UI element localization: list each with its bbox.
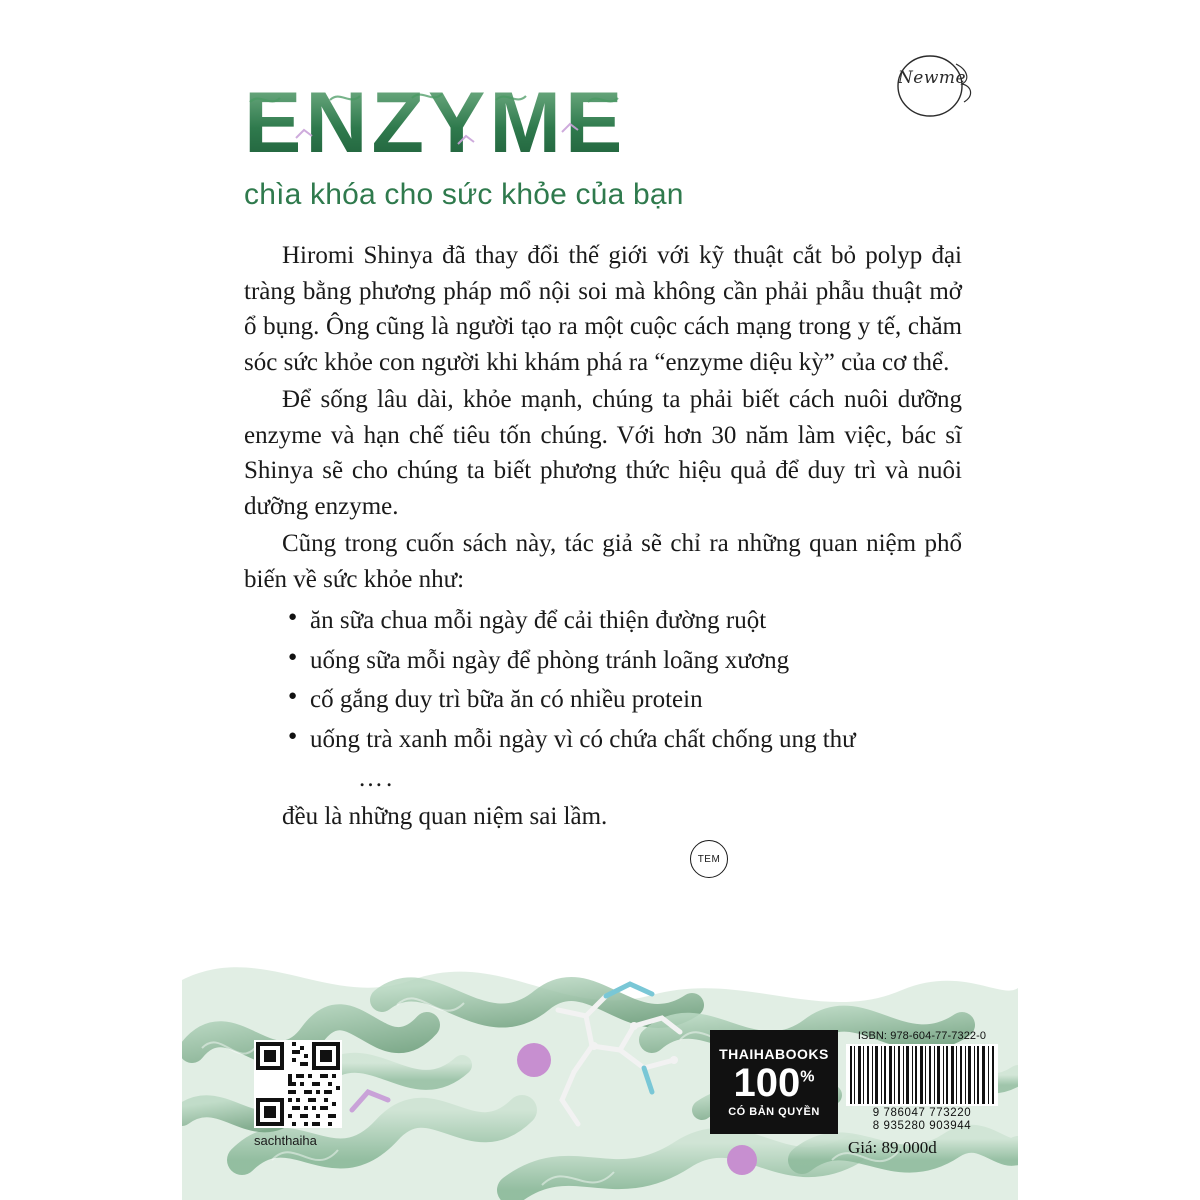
barcode-top-digits: 9 786047 773220 — [872, 1107, 972, 1119]
svg-text:ENZYME: ENZYME — [244, 78, 627, 170]
blurb-closing-line: đều là những quan niệm sai lầm. — [282, 802, 608, 830]
barcode-block — [846, 1030, 998, 1158]
badge-publisher-name: THAIHABOOKS — [719, 1045, 829, 1062]
cover-card — [182, 0, 1018, 1200]
badge-copyright-text: CÓ BẢN QUYỀN — [728, 1105, 820, 1118]
barcode-icon — [846, 1044, 998, 1106]
qr-label: sachthaiha — [254, 1133, 317, 1148]
isbn-text: ISBN: 978-604-77-7322-0 — [857, 1030, 987, 1042]
brand-seal-label: Newme — [897, 68, 967, 88]
badge-percent-symbol: % — [800, 1068, 815, 1086]
list-ellipsis: …. — [358, 765, 396, 792]
list-item: ● ăn sữa chua mỗi ngày để cải thiện đường ruột — [244, 603, 962, 639]
list-item: ● cố gắng duy trì bữa ăn có nhiều protein — [244, 682, 962, 718]
badge-percent — [733, 1060, 815, 1105]
tem-stamp-label: TEM — [697, 853, 721, 865]
barcode-bottom-digits: 8 935280 903944 — [872, 1120, 972, 1132]
enzyme-title-graphic — [244, 78, 684, 170]
blurb-paragraph-3: Cũng trong cuốn sách này, tác giả sẽ chỉ ra những quan niệm phổ biến về sức khỏe như: — [244, 530, 962, 593]
qr-block[interactable] — [254, 1040, 350, 1148]
badge-percent-value: 100 — [733, 1060, 801, 1105]
blurb-paragraph-1: Hiromi Shinya đã thay đổi thế giới với kỹ thuật cắt bỏ polyp đại tràng bằng phương pháp mổ nội soi mà không cần phải phẫu thuật mở ổ bụng. Ông cũng là người tạo ra một cuộc cách mạng trong y tế, chăm sóc sức khỏe con người khi khám phá ra “enzyme diệu kỳ” của cơ thể. — [244, 242, 962, 376]
title-block — [244, 78, 944, 212]
list-item: ● uống sữa mỗi ngày để phòng tránh loãng xương — [244, 643, 962, 679]
list-item: ● uống trà xanh mỗi ngày vì có chứa chất chống ung thư — [244, 722, 962, 758]
blurb-paragraph-2: Để sống lâu dài, khỏe mạnh, chúng ta phải biết cách nuôi dưỡng enzyme và hạn chế tiêu tốn chúng. Với hơn 30 năm làm việc, bác sĩ Shinya sẽ cho chúng ta biết phương thức hiệu quả để duy trì và nuôi dưỡng enzyme. — [244, 386, 962, 520]
qr-code-icon[interactable] — [254, 1040, 342, 1128]
tem-stamp — [690, 840, 728, 878]
price-label: Giá: 89.000d — [848, 1138, 937, 1157]
back-cover-blurb — [244, 238, 962, 836]
cover-subtitle: chìa khóa cho sức khỏe của bạn — [244, 178, 684, 211]
copyright-badge — [710, 1030, 838, 1134]
misconception-list — [244, 603, 962, 757]
